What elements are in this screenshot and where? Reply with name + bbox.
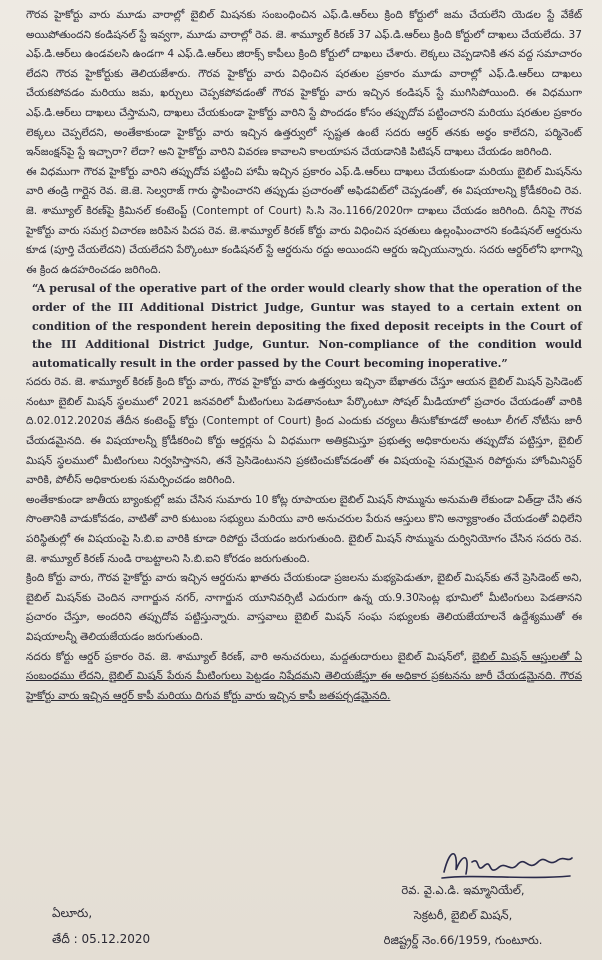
final-paragraph-text: నదరు కోర్టు ఆర్డర్ ప్రకారం రెవ. జె. శామ్యూల్ కిరణ్, వారి అనుచరులు, మద్దతుదారులు బైబిల్ మిషన్‌లో, xyxy=(26,650,473,663)
court-order-quote: “A perusal of the operative part of the order would clearly show that the operation of the order of the III Additional District Judge, Guntur was stayed to a certain extent on condition of the respondent herein depositing the fixed deposit receipts in the Court of the III Additional District Judge, Guntur. Non-compliance of the condition would automatically result in the order passed by the Court becoming inoperative.” xyxy=(32,282,582,370)
final-paragraph-underlined: బైబిల్ మిషన్ ఆస్తులతో ఏ సంబంధము లేదని, బైబిల్ మిషన్ పేరున మీటింగులు పెట్టడం నిషేదమని తెలియజేస్తూ ఈ అధికార ప్రకటనను జారీ చేయడమైనది. గౌరవ హైకోర్టు వారు ఇచ్చిన ఆర్డర్ కాపీ మరియు దిగువ కోర్టు వారు ఇచ్చిన కాపీ జతపర్చడమైనది. xyxy=(26,650,582,702)
signatory-name: రెవ. వై.ఎ.డి. ఇమ్మానియేల్, xyxy=(401,883,525,897)
place: ఏలూరు, xyxy=(52,906,93,920)
paragraph-2: ఈ విధముగా గౌరవ హైకోర్టు వారిని తప్పుదోవ పట్టించి హామీ ఇచ్చిన ప్రకారం ఎఫ్.డి.ఆర్‌లు దాఖలు చేయకుండా మరియు బైబిల్ మిషన్‌ను వారి తండ్రి గార్లైన రెవ. జె.జె. సెల్వరాజ్ గారు స్థాపించారని తప్పుడు ప్రచారంతో అఫిడవిట్‌లో చెప్పడంతో, ఈ విషయాలన్ని క్రోడీకరించి రెవ. జె. శామ్యూల్ కిరణ్‌పై క్రిమినల్ కంటెంప్ట్ (Contempt of Court) సి.సి నెం.1166/2020గా దాఖలు చేయడం జరిగింది. దీనిపై గౌరవ హైకోర్టు వారు సమగ్ర విచారణ జరిపిన పిదప రెవ. జె.శామ్యూల్ కిరణ్ కోర్టు వారు విధించిన షరతులు ఉల్లంఘించారని కండిషనల్ ఆర్డరును కూడ (పూర్తి చేయలేదని) చేయలేదని పేర్కొంటూ కండిషనల్ స్టే ఆర్డరును రద్దు అయిందని ఆర్డరు ఇచ్చియున్నారు. సదరు ఆర్డర్‌లోని భాగాన్ని ఈ క్రింద ఉదహరించడం జరిగింది. xyxy=(26,165,582,276)
registration-number: రిజిష్ట్రర్డ్ నెం.66/1959, గుంటూరు. xyxy=(383,933,543,947)
document-body xyxy=(26,6,582,706)
paragraph-6 xyxy=(26,648,582,707)
signatory-title: సెక్రటరీ, బైబిల్ మిషన్, xyxy=(413,908,513,922)
paragraph-3: సదరు రెవ. జె. శామ్యూల్ కిరణ్ క్రింది కోర్టు వారు, గౌరవ హైకోర్టు వారు ఉత్తర్వులు ఇచ్చినా బేఖాతరు చేస్తూ ఆయన బైబిల్ మిషన్ ప్రెసిడెంట్ నంటూ బైబిల్ మిషన్ స్థలములో 2021 జనవరిలో మీటింగులు పెడతానంటూ పేర్కొంటూ సోషల్ మీడియాలో ప్రచారం చేయడంతో వారికి ది.02.012.2020వ తేదీన కంటెంప్ట్ కోర్టు (Contempt of Court) క్రింద ఎందుకు చర్యలు తీసుకోకూడదో అంటూ లీగల్ నోటీసు జారీ చేయడమైనది. ఈ విషయాలన్నీ క్రోడీకరించి కోర్టు ఆర్డర్లను ఏ విధముగా అతిక్రమిస్తూ ప్రభుత్వ అధికారులను తప్పుదోవ పట్టిస్తూ, బైబిల్ మిషన్ స్థలములో మీటింగులు నిర్వహిస్తానని, తనే ప్రెసిడెంటునని ప్రకటించుకోవడంతో ఈ విషయంపై సమగ్రమైన రిపోర్టును హోంమినిస్టర్ వారికి, పోలీస్ అధికారులకు సమర్పించడం జరిగింది. xyxy=(26,376,582,487)
paragraph-1: గౌరవ హైకోర్టు వారు మూడు వారాల్లో బైబిల్ మిషనకు సంబంధించిన ఎఫ్.డి.ఆర్‌లు క్రింది కోర్టులో జమ చేయలేని యెడల స్టే వేకేట్ అయిపోతుందని కండిషనల్ స్టే ఇవ్వగా, మూడు వారాల్లో రెవ. జె. శామ్యూల్ కిరణ్ 37 ఎఫ్.డి.ఆర్‌లు క్రింది కోర్టులో దాఖలు చేయలేదు. 37 ఎఫ్.డి.ఆర్‌లు ఉండవలసి ఉండగా 4 ఎఫ్.డి.ఆర్‌లు జిరాక్స్ కాపీలు క్రింది కోర్టులో దాఖలు చేశారు. లెక్కలు చెప్పడానికి తన వద్ద సమాచారం లేదని గౌరవ హైకోర్టుకు తెలియజేశారు. గౌరవ హైకోర్టు వారు విధించిన షరతుల ప్రకారం మూడు వారాల్లో ఎఫ్.డి.ఆర్‌లు దాఖలు చేయకపోవడం మరియు జమ, ఖర్చులు చెప్పకపోవడంతో గౌరవ హైకోర్టు వారు ఇచ్చిన కండిషన్ స్టే ముగిసిపోయింది. ఈ విధముగా ఎఫ్.డి.ఆర్‌లు దాఖలు చేస్తామని, దాఖలు చేయకుండా హైకోర్టు వారిని స్టే పొందడం కోసం తప్పుదోవ పట్టించారని మరియు షరతుల ప్రకారం లెక్కలు చెప్పలేదని, అంతేకాకుండా హైకోర్టు వారు ఇచ్చిన ఉత్తర్వులో స్పష్టత ఉంటే సదరు ఆర్డర్ తనకు అర్థం కాలేదని, పర్మినెంట్ ఇన్‌జంక్షన్‌పై స్టే ఇచ్చారా? లేదా? అని హైకోర్టు వారిని వివరణ కావాలని కాలయాపన చేయడానికి పిటిషన్ దాఖలు చేయడం జరిగింది. xyxy=(26,9,582,159)
paragraph-5: క్రింది కోర్టు వారు, గౌరవ హైకోర్టు వారు ఇచ్చిన ఆర్డరును ఖాతరు చేయకుండా ప్రజలను మభ్యపెడుతూ, బైబిల్ మిషన్‌కు తనే ప్రెసిడెంట్ అని, బైబిల్ మిషన్‌కు చెందిన నాగార్జున నగర్, నాగార్జున యూనివర్సిటీ ఎదురుగా ఉన్న య.9.30సెంట్ల భూమిలో మీటింగులు పెడతానని ప్రచారం చేస్తూ, అందరిని తప్పుదోవ పట్టిస్తున్నారు. వాస్తవాలు బైబిల్ మిషన్ సంఘ సభ్యులకు తెలియజేయాలనే ఉద్దేశ్యముతో ఈ విషయాలన్నీ తెలియజేయడం జరుగుతుంది. xyxy=(26,572,582,643)
date: తేదీ : 05.12.2020 xyxy=(52,932,151,946)
paragraph-4: అంతేకాకుండా జాతీయ బ్యాంకుల్లో జమ చేసిన సుమారు 10 కోట్ల రూపాయల బైబిల్ మిషన్ సొమ్మును అనుమతి లేకుండా విత్‌డ్రా చేసి తన సొంతానికి వాడుకోవడం, వాటితో వారి కుటుంబ సభ్యులు మరియు వారి అనుచరుల పేరున ఆస్తులు కొని అన్యాక్రాంతం చేయడంతో విధిలేని పరిస్థితుల్లో ఈ విషయంపై సి.బి.ఐ వారికి కూడా రిపోర్టు చేయడం జరుగుతుంది. బైబిల్ మిషన్ సొమ్మును దుర్వినియోగం చేసిన సదరు రెవ. జె. శామ్యూల్ కిరణ్ నుండి రాబట్టాలని సి.బి.ఐని కోరడం జరుగుతుంది. xyxy=(26,493,582,565)
signature-block xyxy=(338,878,588,953)
